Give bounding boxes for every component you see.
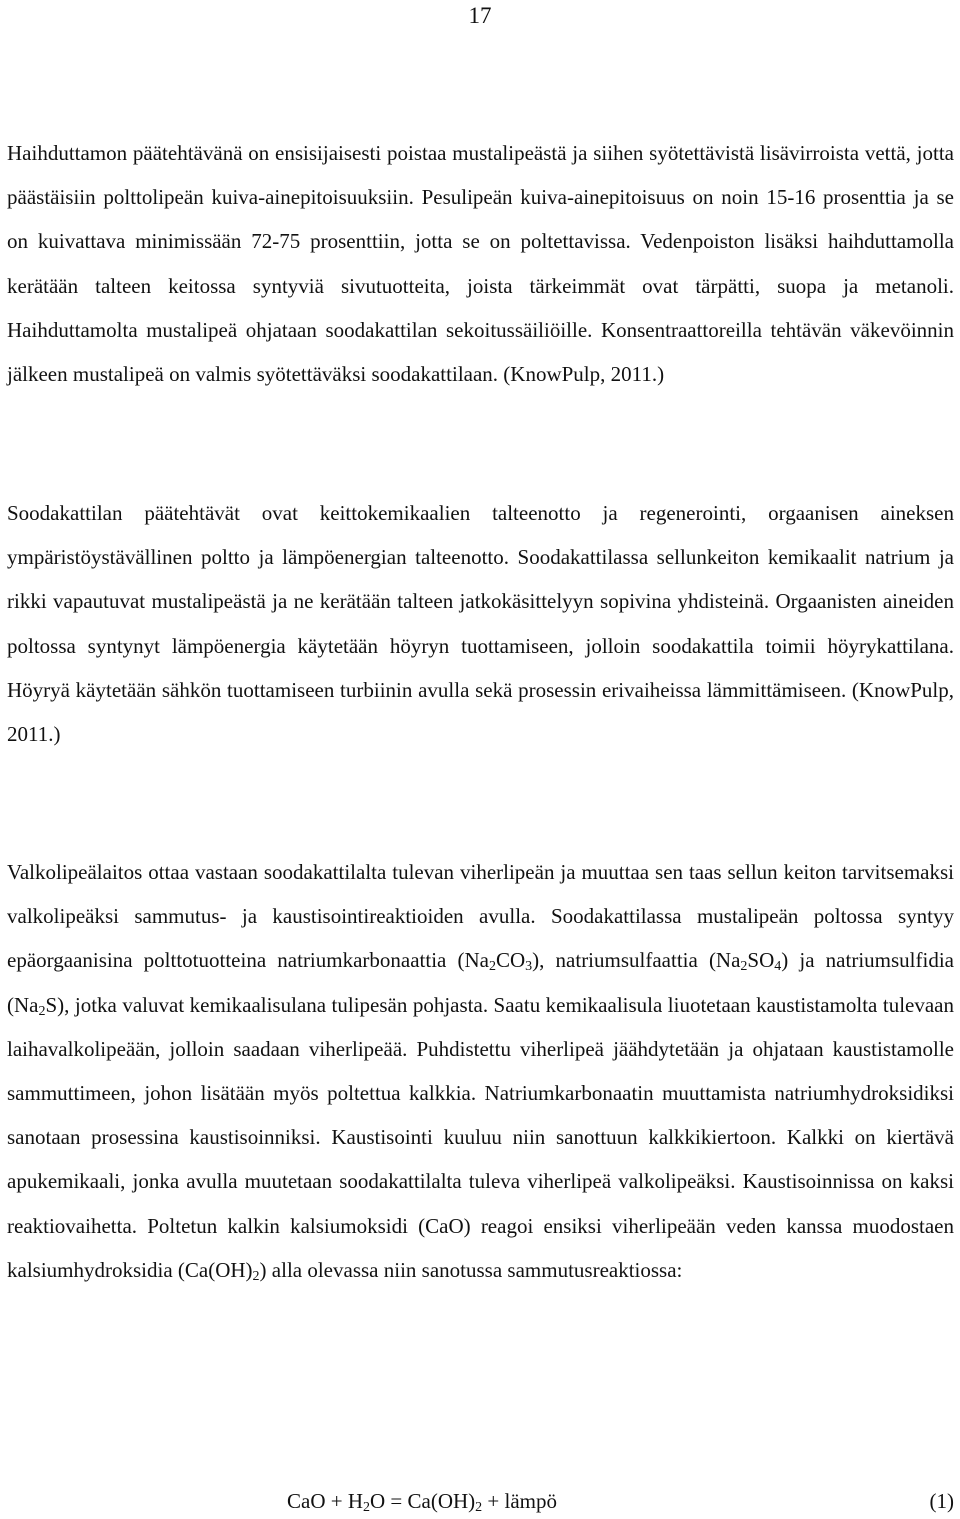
subscript: 2 bbox=[38, 1003, 46, 1019]
subscript: 2 bbox=[252, 1268, 260, 1284]
subscript: 2 bbox=[475, 1500, 483, 1515]
equation-part: O = Ca(OH) bbox=[370, 1489, 476, 1513]
paragraph-evaporation-plant: Haihduttamon päätehtävänä on ensisijaisesti poistaa mustalipeästä ja siihen syötettävistä lisävirroista vettä, jotta päästäisiin polttolipeän kuiva-ainepitoisuuksiin. Pesulipeän kuiva-ainepitoisuus on noin 15-16 prosenttia ja se on kuivattava minimissään 72-75 prosenttiin, jotta se on poltettavissa. Vedenpoiston lisäksi haihduttamolla kerätään talteen keitossa syntyviä sivutuotteita, joista tärkeimmät ovat tärpätti, suopa ja metanoli. Haihduttamolta mustalipeä ohjataan soodakattilan sekoitussäiliöille. Konsentraattoreilla tehtävän väkevöinnin jälkeen mustalipeä on valmis syötettäväksi soodakattilaan. (KnowPulp, 2011.) bbox=[7, 141, 954, 387]
text-run: ), natriumsulfaattia (Na bbox=[532, 948, 741, 973]
equation-number: (1) bbox=[929, 1489, 954, 1513]
equation-part: + lämpö bbox=[482, 1489, 558, 1513]
subscript: 3 bbox=[525, 959, 533, 975]
text-run: ) ja natriumsulfidia (Na bbox=[7, 948, 954, 1017]
subscript: 2 bbox=[363, 1500, 371, 1515]
subscript: 2 bbox=[488, 959, 496, 975]
paragraph-causticizing-plant bbox=[7, 850, 954, 1292]
equation-body bbox=[287, 1486, 557, 1516]
subscript: 4 bbox=[774, 959, 782, 975]
subscript: 2 bbox=[740, 959, 748, 975]
text-run: S), jotka valuvat kemikaalisulana tulipesän pohjasta. Saatu kemikaalisula liuotetaan kaustistamolta tulevaan laihavalkolipeään, jolloin saadaan viherlipeää. Puhdistettu viherlipeä jäähdytetään ja ohjataan kaustistamolle sammuttimeen, johon lisätään myös poltettua kalkkia. Natriumkarbonaatin muuttamista natriumhydroksidiksi sanotaan prosessina kaustisoinniksi. Kaustisointi kuuluu niin sanottuun kalkkikiertoon. Kalkki on kiertävä apukemikaali, jonka avulla muutetaan soodakattilalta tuleva viherlipeä valkolipeäksi. Kaustisoinnissa on kaksi reaktiovaihetta. Poltetun kalkin kalsiumoksidi (CaO) reagoi ensiksi viherlipeään veden kanssa muodostaen kalsiumhydroksidia (Ca(OH) bbox=[7, 992, 954, 1282]
text-run: SO bbox=[747, 948, 775, 973]
equation-slaking-reaction bbox=[0, 1486, 960, 1516]
paragraph-recovery-boiler: Soodakattilan päätehtävät ovat keittokemikaalien talteenotto ja regenerointi, orgaanisen aineksen ympäristöystävällinen poltto ja lämpöenergian talteenotto. Soodakattilassa sellunkeiton kemikaalit natrium ja rikki vapautuvat mustalipeästä ja ne kerätään talteen jatkokäsittelyyn sopivina yhdisteinä. Orgaanisten aineiden poltossa syntynyt lämpöenergia käytetään höyryn tuottamiseen, jolloin soodakattila toimii höyrykattilana. Höyryä käytetään sähkön tuottamiseen turbiinin avulla sekä prosessin erivaiheissa lämmittämiseen. (KnowPulp, 2011.) bbox=[7, 501, 954, 747]
text-run: Valkolipeälaitos ottaa vastaan soodakattilalta tulevan viherlipeän ja muuttaa sen taas sellun keiton tarvitsemaksi valkolipeäksi sammutus- ja kaustisointireaktioiden avulla. Soodakattilassa mustalipeän poltossa syntyy epäorgaanisina polttotuotteina natriumkarbonaattia (Na bbox=[7, 860, 954, 973]
page-number: 17 bbox=[468, 3, 492, 28]
equation-part: CaO + H bbox=[287, 1489, 364, 1513]
text-run: CO bbox=[495, 948, 526, 973]
text-run: ) alla olevassa niin sanotussa sammutusreaktiossa: bbox=[259, 1257, 683, 1282]
